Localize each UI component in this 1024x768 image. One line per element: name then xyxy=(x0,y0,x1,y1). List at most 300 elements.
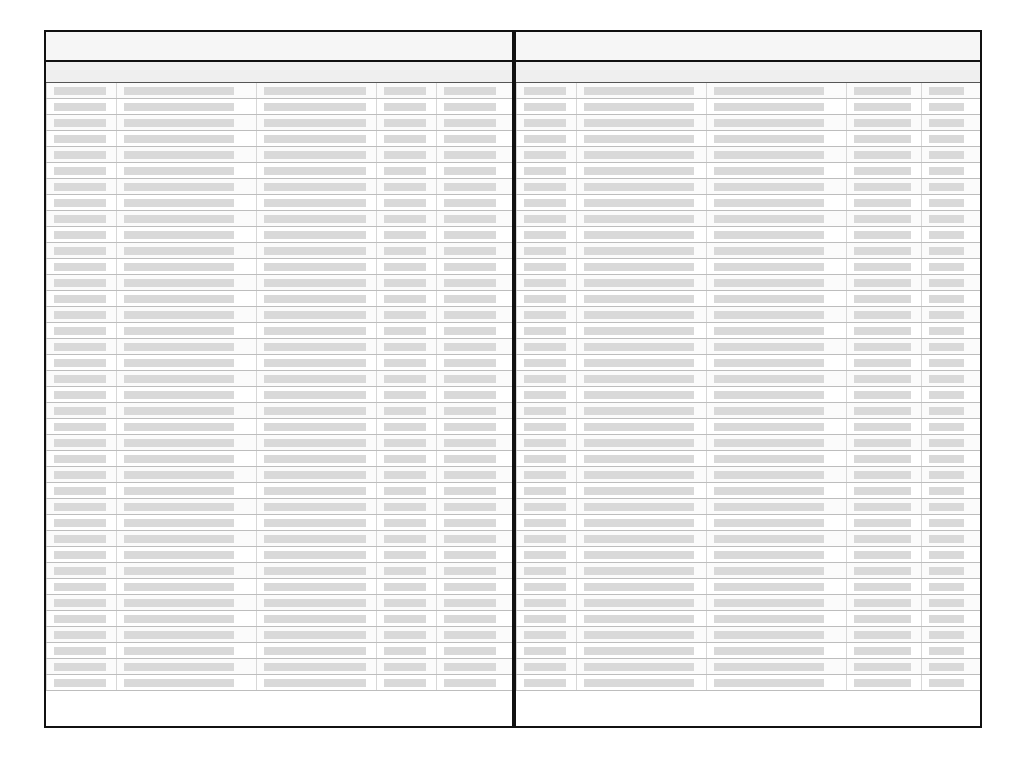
placeholder-bar xyxy=(524,455,566,463)
placeholder-bar xyxy=(584,631,694,639)
placeholder-bar xyxy=(444,599,496,607)
row-divider xyxy=(256,419,257,434)
form-row xyxy=(516,595,980,611)
row-divider xyxy=(516,371,517,386)
placeholder-bar xyxy=(714,231,824,239)
placeholder-bar xyxy=(444,247,496,255)
placeholder-bar xyxy=(54,103,106,111)
form-row xyxy=(46,643,512,659)
row-divider xyxy=(576,195,577,210)
placeholder-bar xyxy=(124,343,234,351)
placeholder-bar xyxy=(54,471,106,479)
row-divider xyxy=(116,563,117,578)
row-divider xyxy=(846,371,847,386)
row-divider xyxy=(706,387,707,402)
row-divider xyxy=(376,323,377,338)
row-divider xyxy=(516,579,517,594)
placeholder-bar xyxy=(584,151,694,159)
row-divider xyxy=(576,211,577,226)
row-divider xyxy=(256,643,257,658)
placeholder-bar xyxy=(124,599,234,607)
form-row xyxy=(46,627,512,643)
panel-title-bar xyxy=(516,32,980,62)
placeholder-bar xyxy=(384,615,426,623)
row-divider xyxy=(376,659,377,674)
placeholder-bar xyxy=(524,423,566,431)
row-divider xyxy=(116,515,117,530)
placeholder-bar xyxy=(854,359,911,367)
row-divider xyxy=(921,307,922,322)
row-divider xyxy=(846,163,847,178)
row-divider xyxy=(576,83,577,98)
placeholder-bar xyxy=(854,279,911,287)
placeholder-bar xyxy=(264,455,366,463)
row-divider xyxy=(46,611,47,626)
placeholder-bar xyxy=(124,327,234,335)
placeholder-bar xyxy=(54,183,106,191)
placeholder-bar xyxy=(124,567,234,575)
placeholder-bar xyxy=(124,183,234,191)
row-divider xyxy=(256,323,257,338)
row-divider xyxy=(256,515,257,530)
row-divider xyxy=(846,291,847,306)
row-divider xyxy=(256,195,257,210)
row-divider xyxy=(436,179,437,194)
row-divider xyxy=(921,291,922,306)
placeholder-bar xyxy=(714,375,824,383)
placeholder-bar xyxy=(54,215,106,223)
row-divider xyxy=(116,211,117,226)
placeholder-bar xyxy=(929,295,964,303)
row-divider xyxy=(846,275,847,290)
form-row xyxy=(46,195,512,211)
placeholder-bar xyxy=(124,279,234,287)
row-divider xyxy=(516,451,517,466)
row-divider xyxy=(256,579,257,594)
row-divider xyxy=(706,659,707,674)
row-divider xyxy=(376,339,377,354)
placeholder-bar xyxy=(584,679,694,687)
form-row xyxy=(516,291,980,307)
form-row xyxy=(516,195,980,211)
row-divider xyxy=(516,355,517,370)
section-header xyxy=(46,62,512,83)
placeholder-bar xyxy=(54,567,106,575)
placeholder-bar xyxy=(584,103,694,111)
placeholder-bar xyxy=(444,135,496,143)
row-divider xyxy=(436,499,437,514)
placeholder-bar xyxy=(929,103,964,111)
placeholder-bar xyxy=(444,471,496,479)
placeholder-bar xyxy=(929,311,964,319)
row-divider xyxy=(846,307,847,322)
placeholder-bar xyxy=(714,247,824,255)
placeholder-bar xyxy=(54,487,106,495)
placeholder-bar xyxy=(929,615,964,623)
form-row xyxy=(46,595,512,611)
row-divider xyxy=(376,275,377,290)
placeholder-bar xyxy=(584,647,694,655)
row-divider xyxy=(116,243,117,258)
form-row xyxy=(516,419,980,435)
row-divider xyxy=(46,435,47,450)
form-row xyxy=(516,547,980,563)
placeholder-bar xyxy=(524,407,566,415)
placeholder-bar xyxy=(929,519,964,527)
placeholder-bar xyxy=(584,247,694,255)
placeholder-bar xyxy=(714,391,824,399)
row-divider xyxy=(846,643,847,658)
placeholder-bar xyxy=(444,423,496,431)
placeholder-bar xyxy=(54,647,106,655)
placeholder-bar xyxy=(444,679,496,687)
form-row xyxy=(516,339,980,355)
row-divider xyxy=(516,163,517,178)
row-divider xyxy=(116,131,117,146)
placeholder-bar xyxy=(384,311,426,319)
row-divider xyxy=(516,403,517,418)
placeholder-bar xyxy=(54,663,106,671)
placeholder-bar xyxy=(524,87,566,95)
placeholder-bar xyxy=(124,663,234,671)
row-divider xyxy=(576,563,577,578)
row-divider xyxy=(256,563,257,578)
placeholder-bar xyxy=(264,663,366,671)
placeholder-bar xyxy=(584,343,694,351)
row-divider xyxy=(516,419,517,434)
row-divider xyxy=(516,323,517,338)
placeholder-bar xyxy=(854,183,911,191)
form-row xyxy=(516,115,980,131)
row-divider xyxy=(921,531,922,546)
placeholder-bar xyxy=(444,279,496,287)
row-divider xyxy=(436,595,437,610)
placeholder-bar xyxy=(714,183,824,191)
row-divider xyxy=(256,147,257,162)
row-divider xyxy=(116,275,117,290)
form-row xyxy=(46,275,512,291)
row-divider xyxy=(376,371,377,386)
placeholder-bar xyxy=(384,167,426,175)
form-row xyxy=(46,147,512,163)
placeholder-bar xyxy=(444,487,496,495)
placeholder-bar xyxy=(124,407,234,415)
row-divider xyxy=(436,579,437,594)
row-divider xyxy=(256,307,257,322)
form-row xyxy=(516,531,980,547)
placeholder-bar xyxy=(714,407,824,415)
row-divider xyxy=(116,659,117,674)
form-row xyxy=(516,483,980,499)
placeholder-bar xyxy=(264,343,366,351)
form-row xyxy=(516,675,980,691)
placeholder-bar xyxy=(929,679,964,687)
row-divider xyxy=(846,323,847,338)
row-divider xyxy=(516,387,517,402)
placeholder-bar xyxy=(929,583,964,591)
row-divider xyxy=(46,483,47,498)
row-divider xyxy=(436,163,437,178)
placeholder-bar xyxy=(854,167,911,175)
row-divider xyxy=(116,499,117,514)
row-divider xyxy=(516,595,517,610)
placeholder-bar xyxy=(524,503,566,511)
placeholder-bar xyxy=(54,327,106,335)
row-divider xyxy=(436,387,437,402)
row-divider xyxy=(706,467,707,482)
placeholder-bar xyxy=(714,87,824,95)
form-row xyxy=(516,579,980,595)
placeholder-bar xyxy=(444,391,496,399)
placeholder-bar xyxy=(264,103,366,111)
placeholder-bar xyxy=(124,503,234,511)
placeholder-bar xyxy=(714,535,824,543)
placeholder-bar xyxy=(714,167,824,175)
row-divider xyxy=(516,115,517,130)
placeholder-bar xyxy=(524,535,566,543)
row-divider xyxy=(846,499,847,514)
row-divider xyxy=(256,675,257,690)
placeholder-bar xyxy=(584,295,694,303)
row-divider xyxy=(46,467,47,482)
row-divider xyxy=(921,163,922,178)
row-divider xyxy=(576,435,577,450)
row-divider xyxy=(376,531,377,546)
placeholder-bar xyxy=(124,167,234,175)
placeholder-bar xyxy=(929,167,964,175)
row-divider xyxy=(256,611,257,626)
form-row xyxy=(46,467,512,483)
row-divider xyxy=(256,179,257,194)
row-divider xyxy=(516,307,517,322)
form-row xyxy=(516,387,980,403)
row-divider xyxy=(706,163,707,178)
placeholder-bar xyxy=(444,231,496,239)
placeholder-bar xyxy=(714,151,824,159)
row-divider xyxy=(706,275,707,290)
section-header xyxy=(516,62,980,83)
row-divider xyxy=(516,675,517,690)
row-divider xyxy=(116,643,117,658)
row-divider xyxy=(846,131,847,146)
row-divider xyxy=(46,307,47,322)
row-divider xyxy=(706,403,707,418)
form-row xyxy=(516,147,980,163)
placeholder-bar xyxy=(584,503,694,511)
row-divider xyxy=(921,659,922,674)
row-divider xyxy=(436,99,437,114)
row-divider xyxy=(376,627,377,642)
placeholder-bar xyxy=(54,551,106,559)
placeholder-bar xyxy=(384,439,426,447)
placeholder-bar xyxy=(584,439,694,447)
placeholder-bar xyxy=(714,503,824,511)
row-divider xyxy=(576,419,577,434)
placeholder-bar xyxy=(854,407,911,415)
row-divider xyxy=(376,595,377,610)
placeholder-bar xyxy=(714,583,824,591)
row-divider xyxy=(116,451,117,466)
form-row xyxy=(516,99,980,115)
placeholder-bar xyxy=(584,455,694,463)
placeholder-bar xyxy=(384,135,426,143)
placeholder-bar xyxy=(854,199,911,207)
row-divider xyxy=(921,259,922,274)
placeholder-bar xyxy=(524,247,566,255)
row-divider xyxy=(376,147,377,162)
row-divider xyxy=(576,307,577,322)
row-divider xyxy=(516,435,517,450)
placeholder-bar xyxy=(384,215,426,223)
row-divider xyxy=(116,595,117,610)
row-divider xyxy=(706,531,707,546)
row-divider xyxy=(516,227,517,242)
row-divider xyxy=(256,467,257,482)
placeholder-bar xyxy=(929,535,964,543)
row-divider xyxy=(436,627,437,642)
row-divider xyxy=(116,403,117,418)
placeholder-bar xyxy=(524,151,566,159)
form-row xyxy=(46,227,512,243)
row-divider xyxy=(116,371,117,386)
row-divider xyxy=(846,99,847,114)
row-divider xyxy=(706,419,707,434)
placeholder-bar xyxy=(524,551,566,559)
placeholder-bar xyxy=(264,519,366,527)
placeholder-bar xyxy=(854,663,911,671)
placeholder-bar xyxy=(524,359,566,367)
placeholder-bar xyxy=(124,151,234,159)
row-divider xyxy=(846,179,847,194)
placeholder-bar xyxy=(384,423,426,431)
placeholder-bar xyxy=(54,263,106,271)
row-divider xyxy=(516,291,517,306)
placeholder-bar xyxy=(264,535,366,543)
row-divider xyxy=(46,675,47,690)
row-divider xyxy=(921,499,922,514)
placeholder-bar xyxy=(54,599,106,607)
row-divider xyxy=(516,659,517,674)
form-row xyxy=(516,451,980,467)
form-row xyxy=(46,243,512,259)
row-divider xyxy=(376,467,377,482)
placeholder-bar xyxy=(929,663,964,671)
row-divider xyxy=(116,179,117,194)
placeholder-bar xyxy=(524,295,566,303)
row-divider xyxy=(116,387,117,402)
form-row xyxy=(516,323,980,339)
row-divider xyxy=(921,675,922,690)
row-divider xyxy=(576,355,577,370)
placeholder-bar xyxy=(854,119,911,127)
row-divider xyxy=(516,611,517,626)
row-divider xyxy=(516,339,517,354)
row-divider xyxy=(921,211,922,226)
placeholder-bar xyxy=(714,567,824,575)
placeholder-bar xyxy=(54,503,106,511)
row-divider xyxy=(706,291,707,306)
placeholder-bar xyxy=(54,359,106,367)
placeholder-bar xyxy=(124,135,234,143)
placeholder-bar xyxy=(584,615,694,623)
row-divider xyxy=(376,579,377,594)
row-divider xyxy=(846,659,847,674)
placeholder-bar xyxy=(384,407,426,415)
form-row xyxy=(516,515,980,531)
placeholder-bar xyxy=(444,439,496,447)
row-divider xyxy=(46,643,47,658)
placeholder-bar xyxy=(584,471,694,479)
placeholder-bar xyxy=(444,407,496,415)
row-divider xyxy=(706,547,707,562)
row-divider xyxy=(436,355,437,370)
placeholder-bar xyxy=(854,247,911,255)
placeholder-bar xyxy=(124,615,234,623)
row-divider xyxy=(576,275,577,290)
row-divider xyxy=(376,675,377,690)
placeholder-bar xyxy=(854,231,911,239)
row-divider xyxy=(46,403,47,418)
row-divider xyxy=(46,275,47,290)
placeholder-bar xyxy=(714,551,824,559)
placeholder-bar xyxy=(929,599,964,607)
row-divider xyxy=(116,339,117,354)
placeholder-bar xyxy=(584,391,694,399)
row-divider xyxy=(921,483,922,498)
placeholder-bar xyxy=(54,231,106,239)
row-divider xyxy=(576,227,577,242)
placeholder-bar xyxy=(264,135,366,143)
placeholder-bar xyxy=(929,455,964,463)
form-row xyxy=(516,467,980,483)
placeholder-bar xyxy=(714,615,824,623)
placeholder-bar xyxy=(54,375,106,383)
placeholder-bar xyxy=(584,567,694,575)
row-divider xyxy=(436,211,437,226)
row-divider xyxy=(921,579,922,594)
placeholder-bar xyxy=(929,487,964,495)
placeholder-bar xyxy=(584,663,694,671)
row-divider xyxy=(256,531,257,546)
row-divider xyxy=(256,131,257,146)
row-divider xyxy=(576,659,577,674)
row-divider xyxy=(256,387,257,402)
placeholder-bar xyxy=(854,487,911,495)
placeholder-bar xyxy=(384,631,426,639)
placeholder-bar xyxy=(854,647,911,655)
row-divider xyxy=(921,547,922,562)
row-divider xyxy=(921,419,922,434)
form-row xyxy=(516,275,980,291)
row-divider xyxy=(846,675,847,690)
placeholder-bar xyxy=(264,647,366,655)
row-divider xyxy=(921,355,922,370)
row-divider xyxy=(576,403,577,418)
row-divider xyxy=(576,387,577,402)
form-row xyxy=(46,211,512,227)
placeholder-bar xyxy=(54,311,106,319)
row-divider xyxy=(116,611,117,626)
placeholder-bar xyxy=(584,327,694,335)
row-divider xyxy=(706,355,707,370)
row-divider xyxy=(46,499,47,514)
row-divider xyxy=(46,83,47,98)
placeholder-bar xyxy=(54,391,106,399)
placeholder-bar xyxy=(54,295,106,303)
placeholder-bar xyxy=(124,359,234,367)
placeholder-bar xyxy=(584,599,694,607)
form-row xyxy=(516,227,980,243)
